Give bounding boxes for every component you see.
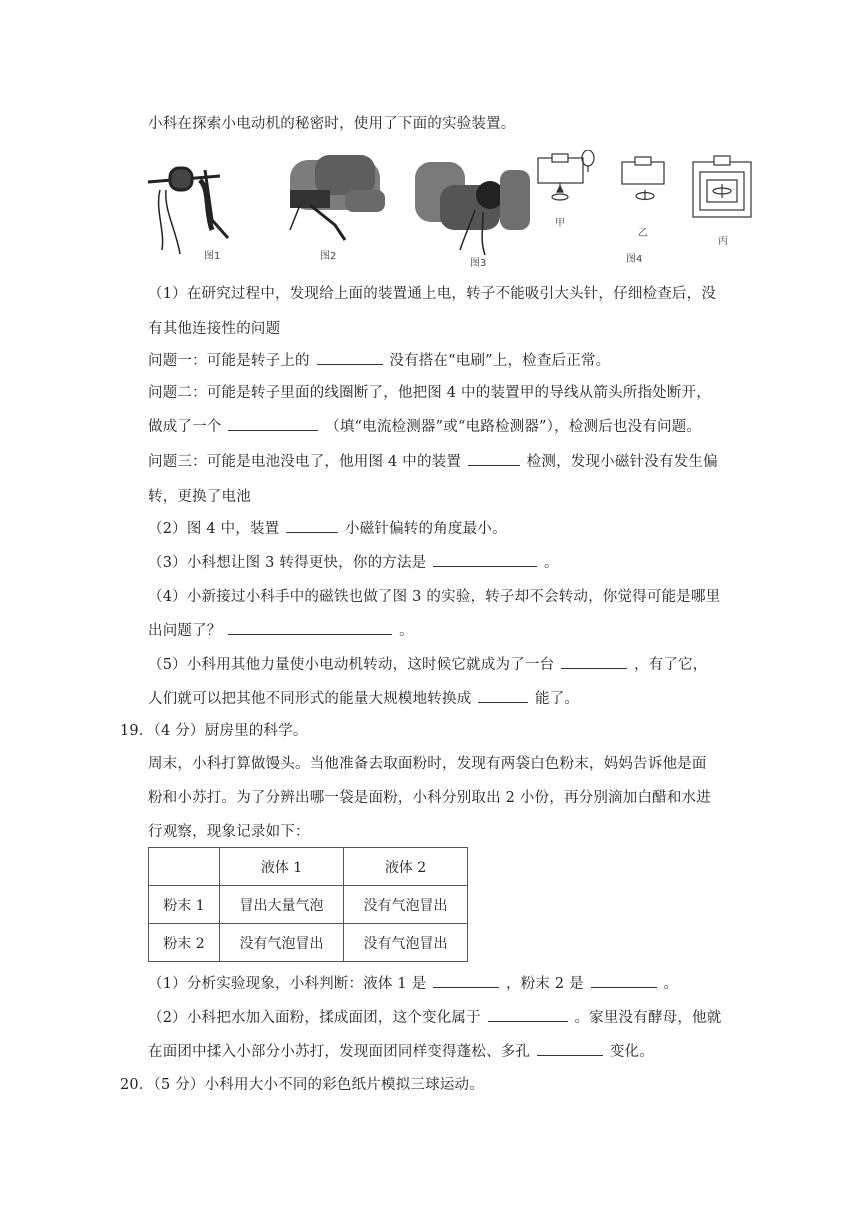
answer-blank[interactable] xyxy=(228,415,318,431)
intro-text: 小科在探索小电动机的秘密时，使用了下面的实验装置。 xyxy=(148,116,516,132)
q19-part2-text-c: 在面团中揉入小部分小苏打，发现面团同样变得蓬松、多孔 xyxy=(148,1044,531,1060)
figure-3-apparatus xyxy=(415,162,530,255)
part4-text-c: 。 xyxy=(399,623,414,639)
figure-2-caption: 图2 xyxy=(320,251,337,262)
q18-part1-line1: （1）在研究过程中，发现给上面的装置通上电，转子不能吸引大头针，仔细检查后，没 xyxy=(148,286,717,302)
part5-text-b: ，有了它， xyxy=(633,657,708,673)
q19-part1-text-b: ，粉末 2 是 xyxy=(506,976,584,992)
figure-1-apparatus xyxy=(148,168,228,254)
q19-title: 19．（4 分）厨房里的科学。 xyxy=(120,723,308,739)
answer-blank[interactable] xyxy=(478,687,528,703)
q18-part3 xyxy=(148,551,559,572)
q18-part5-line2 xyxy=(148,687,579,708)
answer-blank[interactable] xyxy=(537,1040,603,1056)
q19-part2-line1 xyxy=(148,1006,721,1027)
table-cell: 粉末 2 xyxy=(149,924,220,962)
q19-part2-line2 xyxy=(148,1040,654,1061)
part2-text-a: （2）图 4 中，装置 xyxy=(148,521,280,537)
table-cell: 没有气泡冒出 xyxy=(344,924,468,962)
part3-text-a: （3）小科想让图 3 转得更快，你的方法是 xyxy=(148,555,427,571)
part3-text-b: 。 xyxy=(544,555,559,571)
q19-part2-text-d: 变化。 xyxy=(609,1044,654,1060)
figure-4-bing-label: 丙 xyxy=(718,236,728,247)
part5-text-a: （5）小科用其他力量使小电动机转动，这时候它就成为了一台 xyxy=(148,657,555,673)
issue1-text-b: 没有搭在“电刷”上，检查后正常。 xyxy=(389,353,611,369)
figure-1-caption: 图1 xyxy=(204,251,221,262)
table-row xyxy=(149,886,468,924)
q18-part4-line1: （4）小新接过小科手中的磁铁也做了图 3 的实验，转子却不会转动，你觉得可能是哪里 xyxy=(148,589,721,605)
part2-text-b: 小磁针偏转的角度最小。 xyxy=(345,521,507,537)
figure-4-yi-label: 乙 xyxy=(638,228,648,239)
answer-blank[interactable] xyxy=(591,972,657,988)
answer-blank[interactable] xyxy=(433,972,499,988)
table-header-cell: 液体 1 xyxy=(220,848,344,886)
part5-text-d: 能了。 xyxy=(535,691,580,707)
figure-4-yi xyxy=(622,157,664,200)
q19-part1-text-c: 。 xyxy=(663,976,679,992)
answer-blank[interactable] xyxy=(468,450,520,466)
issue1-text-a: 问题一：可能是转子上的 xyxy=(148,353,310,369)
table-cell: 没有气泡冒出 xyxy=(344,886,468,924)
figure-4-bing xyxy=(693,156,751,217)
issue3-text-a: 问题三：可能是电池没电了，他用图 4 中的装置 xyxy=(148,454,462,470)
figure-4-caption: 图4 xyxy=(626,254,643,265)
q19-part1-text-a: （1）分析实验现象，小科判断：液体 1 是 xyxy=(148,976,427,992)
answer-blank[interactable] xyxy=(228,619,392,635)
table-row xyxy=(149,924,468,962)
answer-blank[interactable] xyxy=(561,653,627,669)
q19-body-line3: 行观察，现象记录如下： xyxy=(148,824,310,840)
part4-text-b: 出问题了？ xyxy=(148,623,222,639)
q18-issue3-line2: 转，更换了电池 xyxy=(148,489,251,505)
q20-title: 20．（5 分）小科用大小不同的彩色纸片模拟三球运动。 xyxy=(120,1077,484,1093)
q18-issue1 xyxy=(148,349,610,370)
experiment-figures xyxy=(140,150,760,270)
answer-blank[interactable] xyxy=(488,1006,568,1022)
q19-part2-text-a: （2）小科把水加入面粉，揉成面团，这个变化属于 xyxy=(148,1010,481,1026)
answer-blank[interactable] xyxy=(286,517,338,533)
issue3-text-b: 检测，发现小磁针没有发生偏 xyxy=(526,454,718,470)
q19-part1 xyxy=(148,972,678,993)
table-header-cell xyxy=(149,848,220,886)
figure-4-jia-label: 甲 xyxy=(555,218,565,229)
q18-issue2-line2 xyxy=(148,415,701,436)
q18-part1-line2: 有其他连接性的问题 xyxy=(148,321,281,337)
answer-blank[interactable] xyxy=(317,349,383,365)
q18-part4-line2 xyxy=(148,619,414,640)
observation-table xyxy=(148,847,468,962)
table-header-row xyxy=(149,848,468,886)
issue2-text-b: 做成了一个 xyxy=(148,419,222,435)
q18-issue3-line1 xyxy=(148,450,718,471)
figure-3-caption: 图3 xyxy=(470,258,487,269)
figure-illustrations xyxy=(140,150,760,270)
table-header-cell: 液体 2 xyxy=(344,848,468,886)
q18-issue2-line1: 问题二：可能是转子里面的线圈断了，他把图 4 中的装置甲的导线从箭头所指处断开， xyxy=(148,385,711,401)
q19-part2-text-b: 。家里没有酵母，他就 xyxy=(574,1010,722,1026)
figure-4-jia xyxy=(538,150,594,200)
table-cell: 粉末 1 xyxy=(149,886,220,924)
table-cell: 冒出大量气泡 xyxy=(220,886,344,924)
table-cell: 没有气泡冒出 xyxy=(220,924,344,962)
q19-body-line1: 周末，小科打算做馒头。当他准备去取面粉时，发现有两袋白色粉末，妈妈告诉他是面 xyxy=(148,756,707,772)
answer-blank[interactable] xyxy=(433,551,537,567)
q18-part2 xyxy=(148,517,507,538)
part5-text-c: 人们就可以把其他不同形式的能量大规模地转换成 xyxy=(148,691,472,707)
figure-2-apparatus xyxy=(290,155,385,240)
q18-part5-line1 xyxy=(148,653,707,674)
q19-body-line2: 粉和小苏打。为了分辨出哪一袋是面粉，小科分别取出 2 小份，再分别滴加白醋和水进 xyxy=(148,790,711,806)
issue2-text-c: （填“电流检测器”或“电路检测器”），检测后也没有问题。 xyxy=(325,419,702,435)
